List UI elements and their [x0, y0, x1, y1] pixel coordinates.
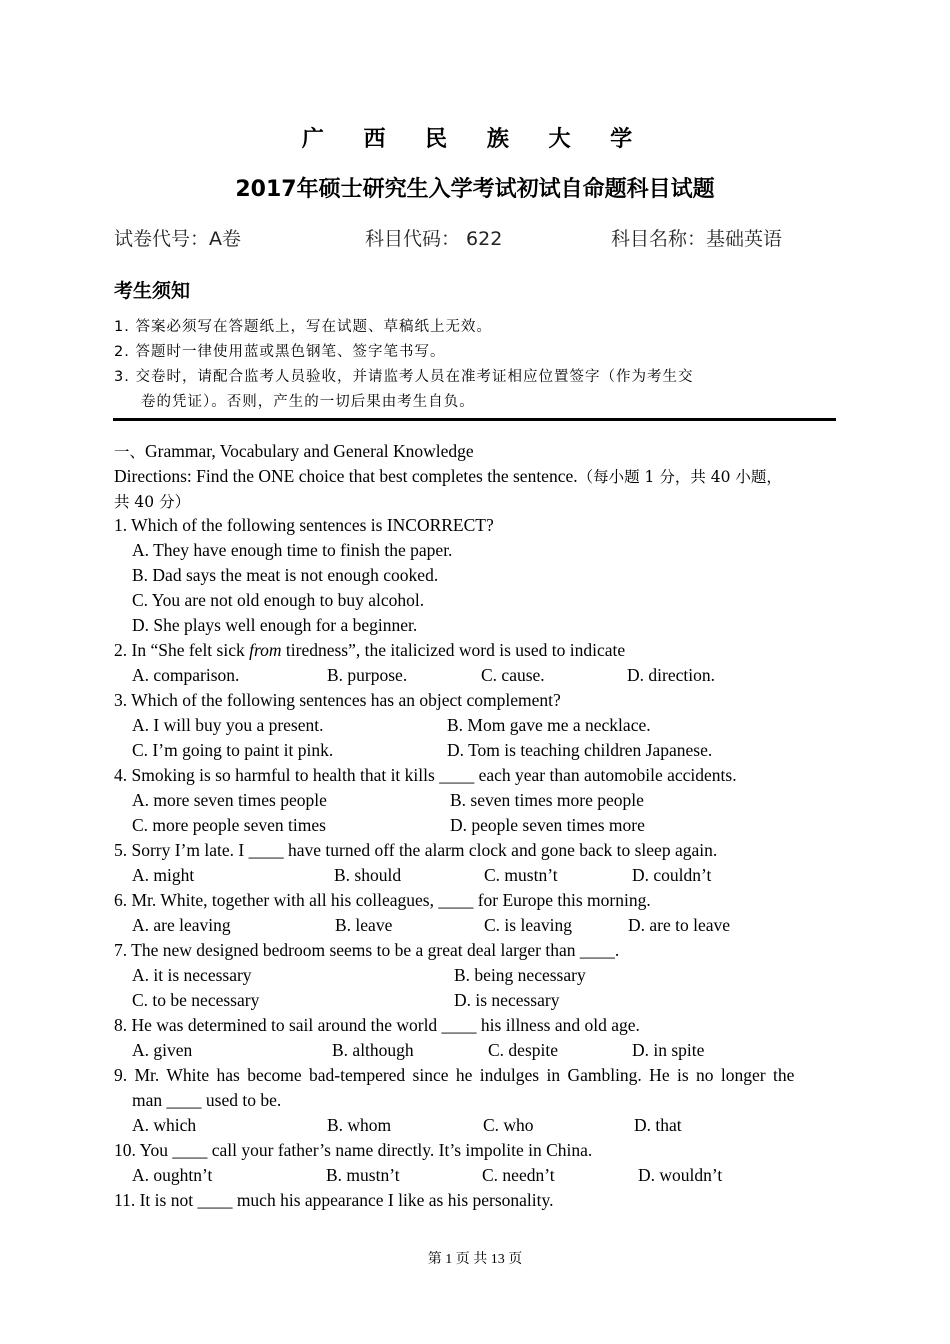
option: B. being necessary: [454, 965, 586, 985]
option: A. more seven times people: [132, 790, 327, 810]
option: A. which: [132, 1115, 197, 1135]
option: C. is leaving: [484, 915, 572, 935]
option: B. should: [334, 865, 402, 885]
notice-item: 卷的凭证）。否则，产生的一切后果由考生自负。: [141, 394, 475, 410]
option: B. Dad says the meat is not enough cooked.: [132, 565, 439, 585]
notice-item: 2. 答题时一律使用蓝或黑色钢笔、签字笔书写。: [114, 344, 446, 360]
question-8: 8. He was determined to sail around the world ____ his illness and old age.: [114, 1015, 640, 1035]
option: D. in spite: [632, 1040, 705, 1060]
option: D. wouldn’t: [638, 1165, 723, 1185]
option: D. Tom is teaching children Japanese.: [447, 740, 713, 760]
option: B. seven times more people: [450, 790, 644, 810]
option: B. Mom gave me a necklace.: [447, 715, 651, 735]
question-11: 11. It is not ____ much his appearance I like as his personality.: [114, 1190, 554, 1210]
section-title-text: Grammar, Vocabulary and General Knowledge: [145, 441, 474, 461]
directions: [114, 465, 782, 487]
question-2-pre: 2. In “She felt sick: [114, 640, 250, 660]
option: A. it is necessary: [132, 965, 252, 985]
option: B. leave: [335, 915, 393, 935]
question-2: [114, 640, 625, 661]
option: B. although: [332, 1040, 414, 1060]
notice-heading: 考生须知: [114, 280, 191, 302]
option: A. They have enough time to finish the paper.: [132, 540, 453, 560]
option: A. I will buy you a present.: [132, 715, 324, 735]
option: A. oughtn’t: [132, 1165, 213, 1185]
question-6: 6. Mr. White, together with all his colleagues, ____ for Europe this morning.: [114, 890, 651, 910]
option: C. I’m going to paint it pink.: [132, 740, 334, 760]
question-5: 5. Sorry I’m late. I ____ have turned off the alarm clock and gone back to sleep again.: [114, 840, 718, 860]
option: A. are leaving: [132, 915, 231, 935]
directions-cn-cont: 共 40 分）: [114, 493, 191, 511]
option: C. mustn’t: [484, 865, 558, 885]
option: C. more people seven times: [132, 815, 326, 835]
option: C. despite: [488, 1040, 558, 1060]
option: D. direction.: [627, 665, 715, 685]
question-2-italic: from: [249, 640, 282, 660]
question-3: 3. Which of the following sentences has an object complement?: [114, 690, 561, 710]
question-7: 7. The new designed bedroom seems to be a great deal larger than ____.: [114, 940, 620, 960]
question-9-cont: man ____ used to be.: [132, 1090, 282, 1110]
directions-text: Directions: Find the ONE choice that best completes the sentence.: [114, 466, 578, 486]
section-title-prefix: 一、: [114, 443, 146, 461]
option: C. You are not old enough to buy alcohol.: [132, 590, 425, 610]
option: C. to be necessary: [132, 990, 260, 1010]
option: D. is necessary: [454, 990, 560, 1010]
option: D. She plays well enough for a beginner.: [132, 615, 418, 635]
notice-item: 1. 答案必须写在答题纸上，写在试题、草稿纸上无效。: [114, 319, 492, 335]
option: D. that: [634, 1115, 682, 1135]
option: A. given: [132, 1040, 193, 1060]
option: A. comparison.: [132, 665, 240, 685]
university-title: 广 西 民 族 大 学: [301, 127, 649, 152]
notice-item: 3. 交卷时，请配合监考人员验收，并请监考人员在准考证相应位置签字（作为考生交: [114, 369, 694, 385]
option: C. cause.: [481, 665, 545, 685]
option: B. whom: [327, 1115, 392, 1135]
option: B. mustn’t: [326, 1165, 400, 1185]
question-1: 1. Which of the following sentences is INCORRECT?: [114, 515, 494, 535]
option: D. couldn’t: [632, 865, 712, 885]
question-9: 9. Mr. White has become bad-tempered since he indulges in Gambling. He is no longer the: [114, 1065, 795, 1085]
option: D. people seven times more: [450, 815, 645, 835]
option: C. needn’t: [482, 1165, 555, 1185]
question-4: 4. Smoking is so harmful to health that it kills ____ each year than automobile accidents.: [114, 765, 737, 785]
page-footer: 第 1 页 共 13 页: [427, 1252, 523, 1267]
exam-title: 2017年硕士研究生入学考试初试自命题科目试题: [235, 177, 715, 202]
option: A. might: [132, 865, 195, 885]
option: C. who: [483, 1115, 534, 1135]
option: B. purpose.: [327, 665, 408, 685]
paper-code: 试卷代号：A卷: [114, 228, 241, 250]
question-2-post: tiredness”, the italicized word is used to indicate: [281, 640, 626, 660]
subject-code: 科目代码： 622: [365, 228, 503, 250]
divider: [113, 418, 836, 421]
directions-cn: （每小题 1 分，共 40 小题，: [577, 468, 782, 486]
subject-name: 科目名称：基础英语: [611, 228, 783, 250]
question-10: 10. You ____ call your father’s name directly. It’s impolite in China.: [114, 1140, 593, 1160]
section-title: [114, 440, 474, 462]
option: D. are to leave: [628, 915, 731, 935]
